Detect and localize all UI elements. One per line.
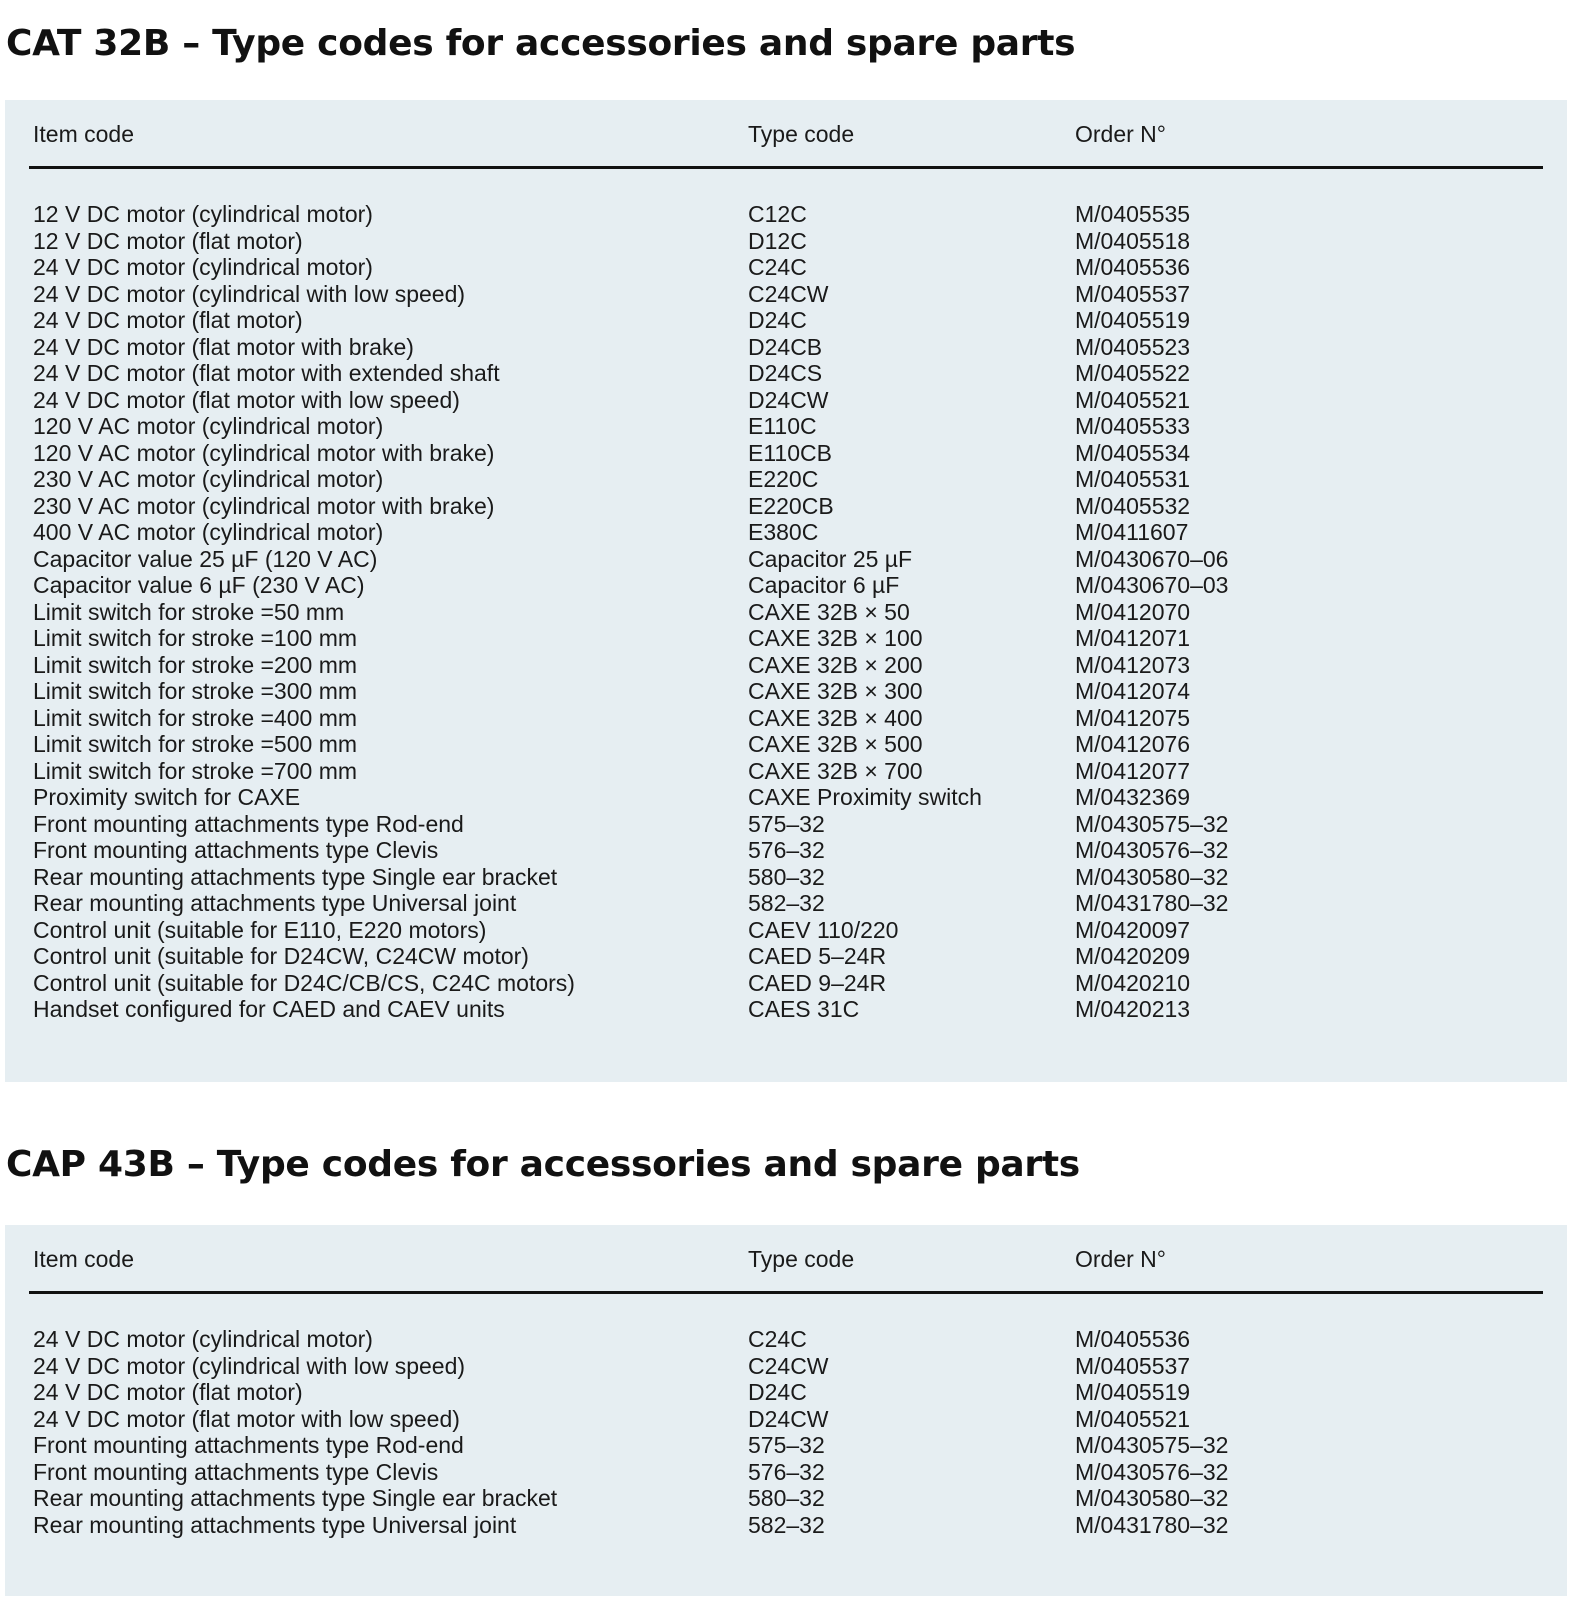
type-code-cell: D12C — [748, 227, 807, 254]
order-number-cell: M/0420213 — [1075, 996, 1191, 1022]
order-number-cell: M/0420097 — [1075, 916, 1191, 943]
item-code-cell: Limit switch for stroke =300 mm — [33, 678, 358, 704]
order-number-cell: M/0405519 — [1075, 1379, 1191, 1405]
order-number-cell: M/0431780–32 — [1075, 890, 1229, 916]
column-header-order-no: Order N° — [1075, 1246, 1166, 1272]
table-header — [29, 100, 1543, 169]
item-code-cell: 24 V DC motor (flat motor with extended shaft — [33, 360, 500, 386]
type-code-cell: E110CB — [748, 439, 832, 466]
item-code-cell: 12 V DC motor (cylindrical motor) — [33, 201, 373, 227]
column-header-order-no: Order N° — [1075, 121, 1166, 147]
item-code-cell: Capacitor value 25 µF (120 V AC) — [33, 545, 378, 572]
item-code-cell: Limit switch for stroke =500 mm — [33, 731, 358, 757]
table-row — [5, 387, 1567, 414]
table-row — [5, 758, 1567, 785]
type-code-cell: C24C — [748, 1326, 807, 1352]
item-code-cell: Proximity switch for CAXE — [33, 784, 301, 810]
order-number-cell: M/0431780–32 — [1075, 1511, 1229, 1538]
item-code-cell: 400 V AC motor (cylindrical motor) — [33, 519, 384, 545]
type-code-cell: CAXE 32B × 200 — [748, 651, 923, 678]
table-row — [5, 1406, 1567, 1433]
type-code-cell: CAXE 32B × 100 — [748, 625, 923, 651]
order-number-cell: M/0405522 — [1075, 360, 1191, 386]
type-code-cell: 580–32 — [748, 863, 825, 890]
type-code-cell: D24C — [748, 307, 807, 333]
order-number-cell: M/0405521 — [1075, 386, 1191, 413]
order-number-cell: M/0405532 — [1075, 492, 1191, 519]
order-number-cell: M/0405533 — [1075, 413, 1191, 439]
order-number-cell: M/0432369 — [1075, 784, 1191, 810]
table-row — [5, 440, 1567, 467]
item-code-cell: Rear mounting attachments type Universal joint — [33, 890, 517, 916]
type-code-cell: 576–32 — [748, 837, 825, 863]
table-row — [5, 678, 1567, 705]
order-number-cell: M/0405537 — [1075, 1352, 1191, 1379]
table-row — [5, 811, 1567, 838]
type-code-cell: CAEV 110/220 — [748, 916, 899, 943]
order-number-cell: M/0405531 — [1075, 466, 1191, 492]
type-code-cell: Capacitor 25 µF — [748, 545, 913, 572]
item-code-cell: 24 V DC motor (flat motor with brake) — [33, 333, 414, 360]
table-row — [5, 996, 1567, 1023]
table-row — [5, 201, 1567, 228]
table-row — [5, 413, 1567, 440]
type-code-cell: D24CW — [748, 1405, 829, 1432]
table-row — [5, 228, 1567, 255]
order-number-cell: M/0405537 — [1075, 280, 1191, 307]
type-code-cell: C24CW — [748, 1352, 829, 1379]
table-row — [5, 1326, 1567, 1353]
type-code-cell: CAXE 32B × 700 — [748, 757, 923, 784]
column-header-item-code: Item code — [33, 1246, 134, 1272]
type-code-cell: E220CB — [748, 492, 834, 519]
table-row — [5, 652, 1567, 679]
order-number-cell: M/0405521 — [1075, 1405, 1191, 1432]
item-code-cell: 120 V AC motor (cylindrical motor) — [33, 413, 384, 439]
section-title-cat-32b: CAT 32B – Type codes for accessories and spare parts — [6, 23, 1076, 64]
type-code-cell: E110C — [748, 413, 817, 439]
type-code-cell: CAXE 32B × 400 — [748, 704, 923, 731]
order-number-cell: M/0412073 — [1075, 651, 1191, 678]
item-code-cell: Limit switch for stroke =400 mm — [33, 704, 358, 731]
order-number-cell: M/0430576–32 — [1075, 1458, 1229, 1485]
item-code-cell: Capacitor value 6 µF (230 V AC) — [33, 572, 365, 598]
order-number-cell: M/0411607 — [1075, 519, 1189, 545]
table-row — [5, 784, 1567, 811]
order-number-cell: M/0405518 — [1075, 227, 1191, 254]
table-row — [5, 307, 1567, 334]
table-header — [29, 1225, 1543, 1294]
item-code-cell: Limit switch for stroke =700 mm — [33, 757, 358, 784]
type-code-cell: CAED 9–24R — [748, 969, 887, 996]
item-code-cell: 24 V DC motor (cylindrical with low speed) — [33, 1352, 466, 1379]
table-row — [5, 1459, 1567, 1486]
item-code-cell: Limit switch for stroke =100 mm — [33, 625, 358, 651]
type-code-cell: CAXE 32B × 300 — [748, 678, 923, 704]
item-code-cell: 230 V AC motor (cylindrical motor with brake) — [33, 492, 495, 519]
item-code-cell: Front mounting attachments type Rod-end — [33, 1432, 464, 1458]
table-row — [5, 731, 1567, 758]
order-number-cell: M/0405519 — [1075, 307, 1191, 333]
order-number-cell: M/0420210 — [1075, 969, 1191, 996]
table-row — [5, 1512, 1567, 1539]
order-number-cell: M/0412077 — [1075, 757, 1191, 784]
item-code-cell: 12 V DC motor (flat motor) — [33, 227, 303, 254]
type-code-cell: 582–32 — [748, 890, 825, 916]
table-panel-cap-43b — [5, 1225, 1567, 1596]
type-code-cell: CAXE 32B × 50 — [748, 598, 910, 625]
table-row — [5, 281, 1567, 308]
order-number-cell: M/0405523 — [1075, 333, 1191, 360]
type-code-cell: CAED 5–24R — [748, 943, 887, 969]
order-number-cell: M/0405534 — [1075, 439, 1191, 466]
table-row — [5, 599, 1567, 626]
table-row — [5, 890, 1567, 917]
table-row — [5, 837, 1567, 864]
item-code-cell: 24 V DC motor (flat motor with low speed) — [33, 1405, 460, 1432]
type-code-cell: 575–32 — [748, 810, 825, 837]
table-row — [5, 519, 1567, 546]
order-number-cell: M/0420209 — [1075, 943, 1191, 969]
order-number-cell: M/0430575–32 — [1075, 810, 1229, 837]
order-number-cell: M/0430576–32 — [1075, 837, 1229, 863]
order-number-cell: M/0412075 — [1075, 704, 1191, 731]
order-number-cell: M/0405536 — [1075, 1326, 1191, 1352]
type-code-cell: C24CW — [748, 280, 829, 307]
type-code-cell: CAXE 32B × 500 — [748, 731, 923, 757]
table-row — [5, 864, 1567, 891]
table-row — [5, 917, 1567, 944]
order-number-cell: M/0412071 — [1075, 625, 1191, 651]
order-number-cell: M/0405536 — [1075, 254, 1191, 280]
type-code-cell: D24CB — [748, 333, 823, 360]
item-code-cell: Control unit (suitable for E110, E220 motors) — [33, 916, 487, 943]
item-code-cell: 24 V DC motor (cylindrical with low speed) — [33, 280, 466, 307]
item-code-cell: 24 V DC motor (flat motor) — [33, 1379, 303, 1405]
table-body — [5, 1326, 1567, 1538]
section-title-cap-43b: CAP 43B – Type codes for accessories and spare parts — [6, 1144, 1080, 1185]
table-row — [5, 1432, 1567, 1459]
table-row — [5, 1379, 1567, 1406]
order-number-cell: M/0430670–03 — [1075, 572, 1229, 598]
table-row — [5, 1353, 1567, 1380]
item-code-cell: Limit switch for stroke =50 mm — [33, 598, 345, 625]
item-code-cell: 24 V DC motor (cylindrical motor) — [33, 254, 373, 280]
item-code-cell: Limit switch for stroke =200 mm — [33, 651, 358, 678]
order-number-cell: M/0405535 — [1075, 201, 1191, 227]
item-code-cell: Control unit (suitable for D24C/CB/CS, C24C motors) — [33, 969, 575, 996]
type-code-cell: E220C — [748, 466, 819, 492]
type-code-cell: D24C — [748, 1379, 807, 1405]
order-number-cell: M/0412070 — [1075, 598, 1191, 625]
item-code-cell: Rear mounting attachments type Single ear bracket — [33, 863, 558, 890]
item-code-cell: Front mounting attachments type Rod-end — [33, 810, 464, 837]
item-code-cell: Front mounting attachments type Clevis — [33, 837, 439, 863]
type-code-cell: CAXE Proximity switch — [748, 784, 982, 810]
type-code-cell: C12C — [748, 201, 807, 227]
table-row — [5, 970, 1567, 997]
type-code-cell: D24CS — [748, 360, 823, 386]
table-row — [5, 546, 1567, 573]
table-row — [5, 943, 1567, 970]
column-header-type-code: Type code — [748, 1246, 855, 1272]
type-code-cell: D24CW — [748, 386, 829, 413]
table-row — [5, 1485, 1567, 1512]
type-code-cell: E380C — [748, 519, 819, 545]
item-code-cell: Handset configured for CAED and CAEV units — [33, 996, 505, 1022]
type-code-cell: 575–32 — [748, 1432, 825, 1458]
table-row — [5, 334, 1567, 361]
column-header-type-code: Type code — [748, 121, 855, 147]
column-header-item-code: Item code — [33, 121, 134, 147]
table-row — [5, 466, 1567, 493]
type-code-cell: 580–32 — [748, 1485, 825, 1511]
table-row — [5, 625, 1567, 652]
order-number-cell: M/0412076 — [1075, 731, 1191, 757]
table-panel-cat-32b — [5, 100, 1567, 1082]
item-code-cell: 24 V DC motor (flat motor with low speed) — [33, 386, 460, 413]
table-row — [5, 493, 1567, 520]
table-row — [5, 360, 1567, 387]
item-code-cell: Control unit (suitable for D24CW, C24CW motor) — [33, 943, 529, 969]
table-row — [5, 572, 1567, 599]
type-code-cell: Capacitor 6 µF — [748, 572, 900, 598]
type-code-cell: 582–32 — [748, 1511, 825, 1538]
item-code-cell: Rear mounting attachments type Single ear bracket — [33, 1485, 558, 1511]
order-number-cell: M/0430575–32 — [1075, 1432, 1229, 1458]
type-code-cell: CAES 31C — [748, 996, 860, 1022]
item-code-cell: Rear mounting attachments type Universal joint — [33, 1511, 517, 1538]
table-body — [5, 201, 1567, 1023]
order-number-cell: M/0430580–32 — [1075, 1485, 1229, 1511]
order-number-cell: M/0412074 — [1075, 678, 1191, 704]
item-code-cell: 24 V DC motor (flat motor) — [33, 307, 303, 333]
item-code-cell: 24 V DC motor (cylindrical motor) — [33, 1326, 373, 1352]
table-row — [5, 705, 1567, 732]
type-code-cell: 576–32 — [748, 1458, 825, 1485]
item-code-cell: 120 V AC motor (cylindrical motor with brake) — [33, 439, 495, 466]
item-code-cell: Front mounting attachments type Clevis — [33, 1458, 439, 1485]
order-number-cell: M/0430670–06 — [1075, 545, 1229, 572]
table-row — [5, 254, 1567, 281]
type-code-cell: C24C — [748, 254, 807, 280]
order-number-cell: M/0430580–32 — [1075, 863, 1229, 890]
item-code-cell: 230 V AC motor (cylindrical motor) — [33, 466, 384, 492]
